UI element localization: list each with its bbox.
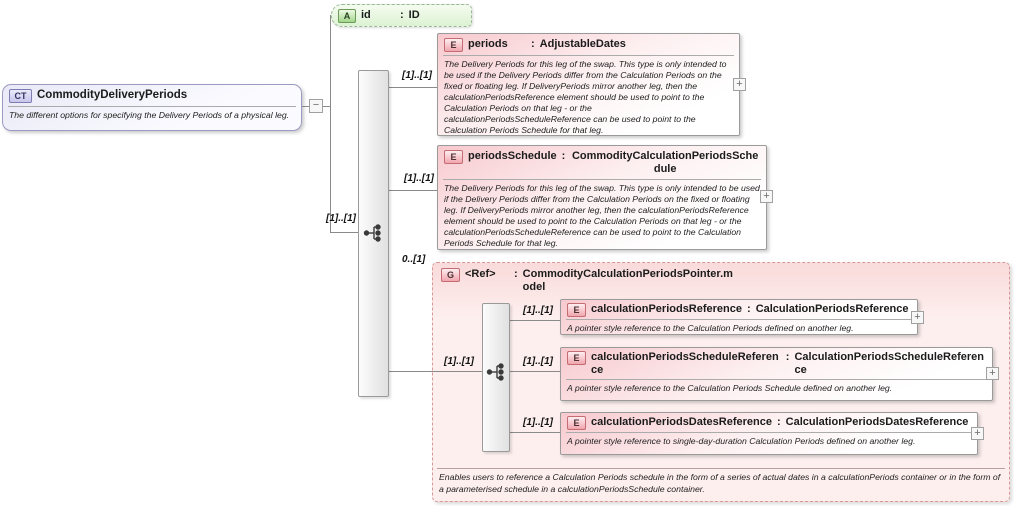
group-annotation: Enables users to reference a Calculation Periods schedule in the form of a series of actual dates in a calculationPeriods container or in the form of a parameterised schedule in a calculationPeriodsSchedule container. bbox=[437, 468, 1005, 496]
element-icon: E bbox=[567, 303, 586, 317]
cardinality-label: [1]..[1] bbox=[402, 70, 432, 81]
expand-toggle[interactable]: + bbox=[986, 367, 999, 380]
element-annotation: The Delivery Periods for this leg of the swap. This type is only intended to be used if the Delivery Periods differ from the Calculation Periods on the fixed or floating leg. If DeliveryPeriods mirror another leg, then the calculationPeriodsReference element should be used to point to the Calculation Periods on that leg - or the calculationPeriodsScheduleReference can be used to point to the Calculation Periods Schedule for that leg. bbox=[443, 179, 761, 250]
cardinality-label: [1]..[1] bbox=[523, 417, 553, 428]
attribute-icon: A bbox=[338, 9, 356, 23]
element-type: AdjustableDates bbox=[539, 38, 626, 50]
element-annotation: A pointer style reference to the Calculation Periods defined on another leg. bbox=[566, 319, 912, 335]
complex-type-name: CommodityDeliveryPeriods bbox=[37, 89, 188, 101]
group-name: <Ref> bbox=[465, 268, 496, 280]
type-separator: : bbox=[747, 303, 751, 315]
complex-type-box[interactable] bbox=[2, 84, 302, 131]
connector-line bbox=[330, 232, 358, 233]
element-name: calculationPeriodsScheduleReference bbox=[591, 351, 779, 376]
complex-type-icon: CT bbox=[9, 89, 32, 103]
type-separator: : bbox=[514, 268, 518, 280]
element-box-calculation-periods-reference[interactable] bbox=[560, 299, 918, 335]
group-icon: G bbox=[441, 268, 460, 282]
element-icon: E bbox=[567, 416, 586, 430]
element-name: periods bbox=[468, 38, 508, 50]
connector-line bbox=[510, 432, 560, 433]
element-type: CalculationPeriodsScheduleReference bbox=[794, 351, 984, 376]
type-separator: : bbox=[561, 150, 566, 162]
element-type: CalculationPeriodsReference bbox=[755, 303, 909, 315]
element-type: CalculationPeriodsDatesReference bbox=[785, 416, 969, 428]
element-icon: E bbox=[567, 351, 586, 365]
expand-toggle[interactable]: + bbox=[911, 311, 924, 324]
type-separator: : bbox=[785, 351, 790, 363]
attribute-name: id bbox=[361, 9, 371, 21]
choice-icon bbox=[363, 222, 385, 244]
element-box-periods[interactable] bbox=[437, 33, 740, 136]
complex-type-annotation: The different options for specifying the Delivery Periods of a physical leg. bbox=[8, 106, 296, 124]
choice-icon bbox=[486, 361, 508, 383]
type-separator: : bbox=[776, 416, 781, 428]
expand-toggle[interactable]: + bbox=[971, 427, 984, 440]
cardinality-label: [1]..[1] bbox=[404, 173, 434, 184]
element-icon: E bbox=[444, 38, 463, 52]
connector-line bbox=[389, 190, 437, 191]
element-annotation: The Delivery Periods for this leg of the swap. This type is only intended to be used if the Delivery Periods differ from the Calculation Periods on the fixed or floating leg. If DeliveryPeriods mirror another leg, then the calculationPeriodsReference element should be used to point to the Calculation Periods on that leg - or the calculationPeriodsScheduleReference can be used to point to the Calculation Periods Schedule for that leg. bbox=[443, 55, 734, 136]
cardinality-label: [1]..[1] bbox=[326, 213, 356, 224]
connector-line bbox=[389, 87, 437, 88]
connector-line bbox=[510, 371, 560, 372]
element-icon: E bbox=[444, 150, 463, 164]
element-box-calculation-periods-schedule-reference[interactable] bbox=[560, 347, 993, 401]
connector-line bbox=[510, 320, 560, 321]
type-separator: : bbox=[400, 9, 404, 21]
element-type: CommodityCalculationPeriodsSchedule bbox=[571, 150, 759, 175]
cardinality-label: [1]..[1] bbox=[523, 305, 553, 316]
choice-compositor[interactable] bbox=[482, 303, 510, 452]
cardinality-label: [1]..[1] bbox=[444, 356, 474, 367]
element-name: periodsSchedule bbox=[468, 150, 557, 162]
attribute-box[interactable] bbox=[331, 4, 472, 27]
element-annotation: A pointer style reference to single-day-duration Calculation Periods defined on another leg. bbox=[566, 432, 972, 450]
element-name: calculationPeriodsReference bbox=[591, 303, 743, 315]
choice-compositor[interactable] bbox=[358, 70, 389, 397]
element-annotation: A pointer style reference to the Calculation Periods Schedule defined on another leg. bbox=[566, 379, 987, 397]
element-name: calculationPeriodsDatesReference bbox=[591, 416, 772, 428]
cardinality-label: [1]..[1] bbox=[523, 356, 553, 367]
element-box-calculation-periods-dates-reference[interactable] bbox=[560, 412, 978, 455]
connector-line bbox=[389, 371, 482, 372]
attribute-type: ID bbox=[408, 9, 420, 21]
group-type: CommodityCalculationPeriodsPointer.model bbox=[522, 268, 733, 293]
element-box-periods-schedule[interactable] bbox=[437, 145, 767, 250]
expand-toggle[interactable]: + bbox=[760, 190, 773, 203]
cardinality-label: 0..[1] bbox=[402, 254, 426, 265]
collapse-toggle[interactable]: − bbox=[309, 99, 323, 113]
expand-toggle[interactable]: + bbox=[733, 78, 746, 91]
type-separator: : bbox=[531, 38, 535, 50]
connector-line bbox=[330, 15, 331, 233]
